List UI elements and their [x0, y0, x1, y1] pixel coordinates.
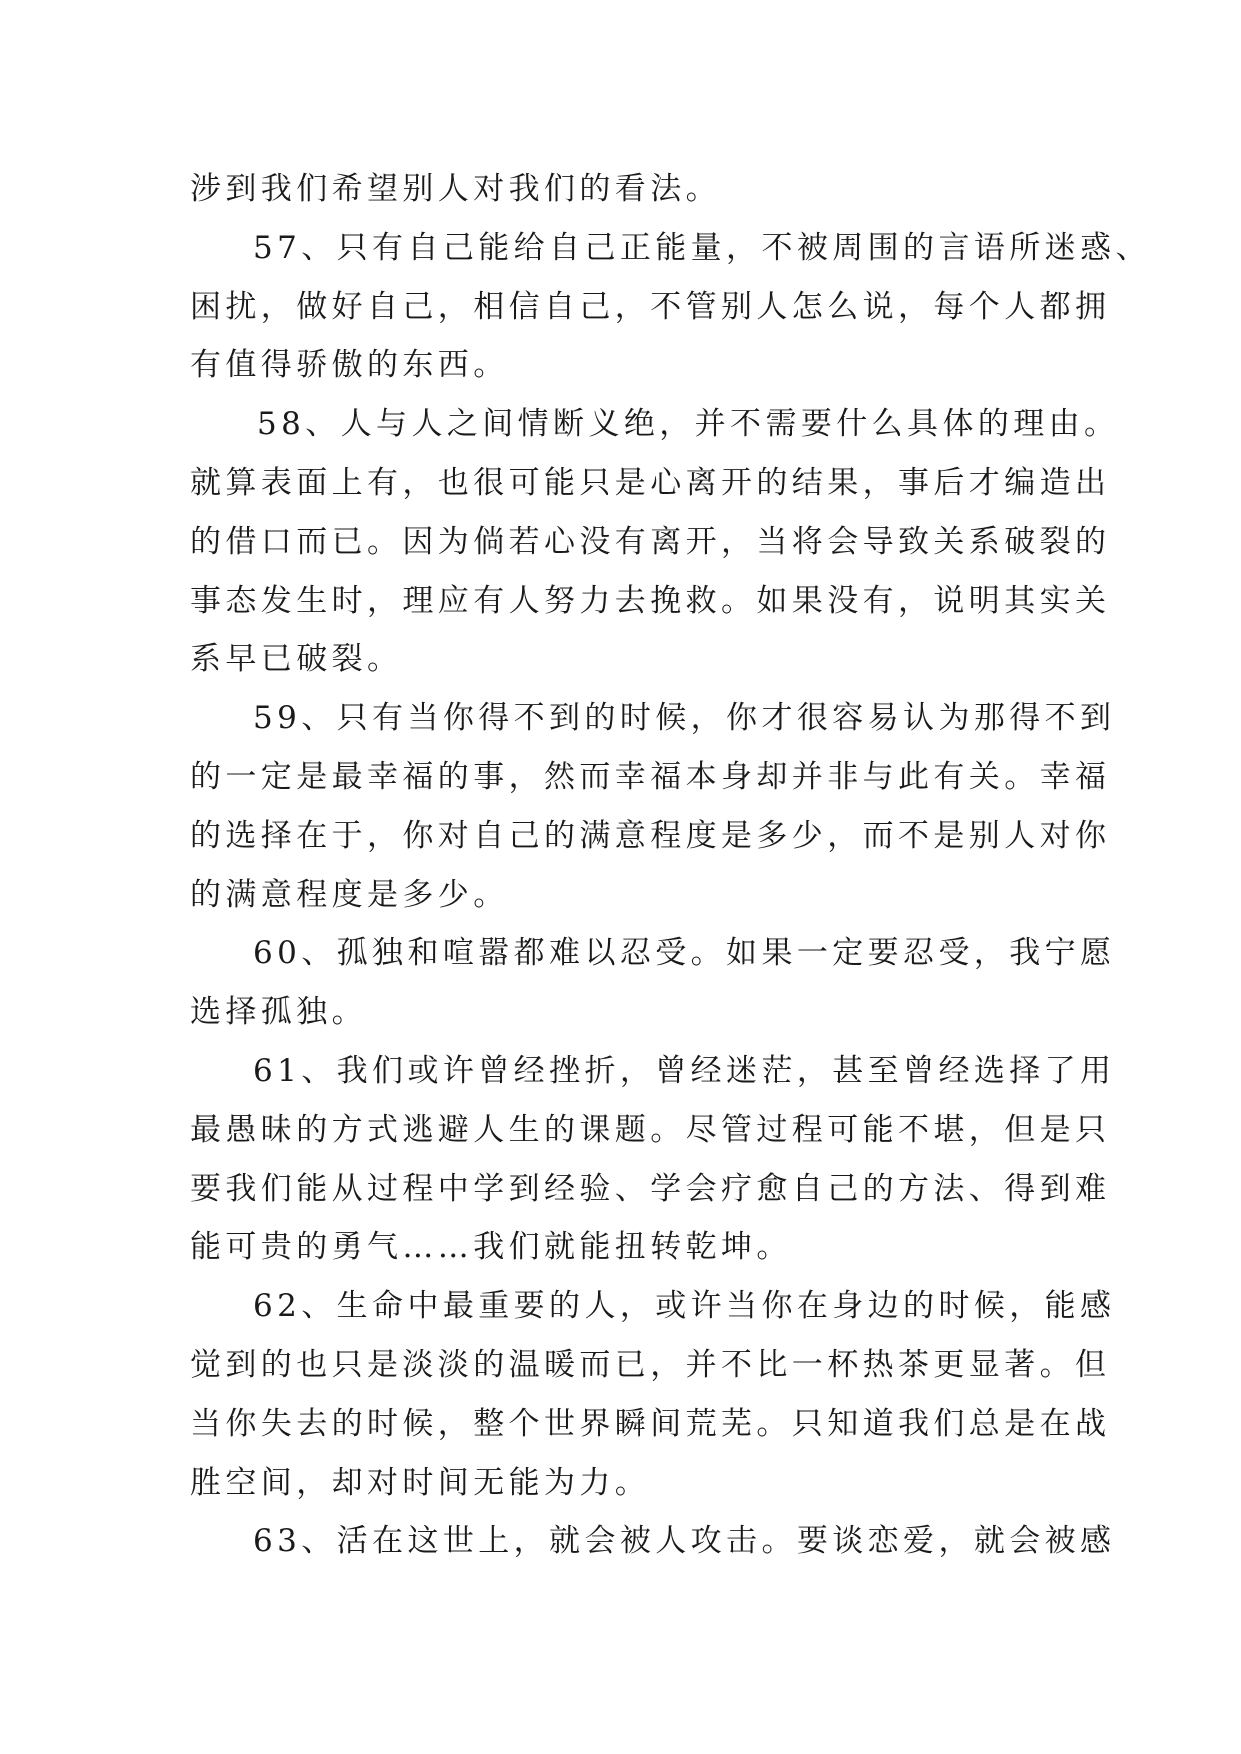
text-line: 57、只有自己能给自己正能量，不被周围的言语所迷惑、: [253, 229, 1151, 266]
paragraph-62: [190, 1277, 1116, 1512]
text-line: 系早已破裂。: [190, 641, 403, 678]
text-line: 事态发生时，理应有人努力去挽救。如果没有，说明其实关: [190, 582, 1111, 619]
text-line: 当你失去的时候，整个世界瞬间荒芜。只知道我们总是在战: [190, 1405, 1111, 1442]
paragraph-60: [190, 924, 1116, 1042]
text-line: 就算表面上有，也很可能只是心离开的结果，事后才编造出: [190, 464, 1111, 501]
text-line: 61、我们或许曾经挫折，曾经迷茫，甚至曾经选择了用: [253, 1052, 1116, 1089]
text-line: 58、人与人之间情断义绝，并不需要什么具体的理由。: [257, 406, 1120, 443]
paragraph-59: [190, 689, 1116, 924]
text-line: 63、活在这世上，就会被人攻击。要谈恋爱，就会被感: [253, 1523, 1116, 1560]
text-line: 62、生命中最重要的人，或许当你在身边的时候，能感: [253, 1288, 1116, 1325]
paragraph-56-tail: [190, 160, 1070, 219]
paragraph-57: [190, 219, 1151, 395]
text-line: 的一定是最幸福的事，然而幸福本身却并非与此有关。幸福: [190, 758, 1111, 795]
text-line: 最愚昧的方式逃避人生的课题。尽管过程可能不堪，但是只: [190, 1111, 1111, 1148]
text-line: 60、孤独和喧嚣都难以忍受。如果一定要忍受，我宁愿: [253, 935, 1116, 972]
text-line: 的满意程度是多少。: [190, 876, 509, 913]
text-line: 胜空间，却对时间无能为力。: [190, 1464, 651, 1501]
document-body: [190, 160, 1151, 1571]
text-line: 要我们能从过程中学到经验、学会疗愈自己的方法、得到难: [190, 1170, 1111, 1207]
paragraph-63: [190, 1512, 1116, 1571]
text-line: 的选择在于，你对自己的满意程度是多少，而不是别人对你: [190, 817, 1111, 854]
paragraph-61: [190, 1042, 1116, 1277]
text-line: 有值得骄傲的东西。: [190, 347, 509, 384]
text-line: 选择孤独。: [190, 994, 367, 1031]
paragraph-58: [190, 395, 1120, 689]
text-line: 能可贵的勇气……我们就能扭转乾坤。: [190, 1229, 792, 1266]
text-line: 的借口而已。因为倘若心没有离开，当将会导致关系破裂的: [190, 523, 1111, 560]
text-line: 觉到的也只是淡淡的温暖而已，并不比一杯热茶更显著。但: [190, 1346, 1111, 1383]
text-line: 困扰，做好自己，相信自己，不管别人怎么说，每个人都拥: [190, 288, 1111, 325]
text-line: 涉到我们希望别人对我们的看法。: [190, 171, 721, 207]
text-line: 59、只有当你得不到的时候，你才很容易认为那得不到: [253, 700, 1116, 737]
